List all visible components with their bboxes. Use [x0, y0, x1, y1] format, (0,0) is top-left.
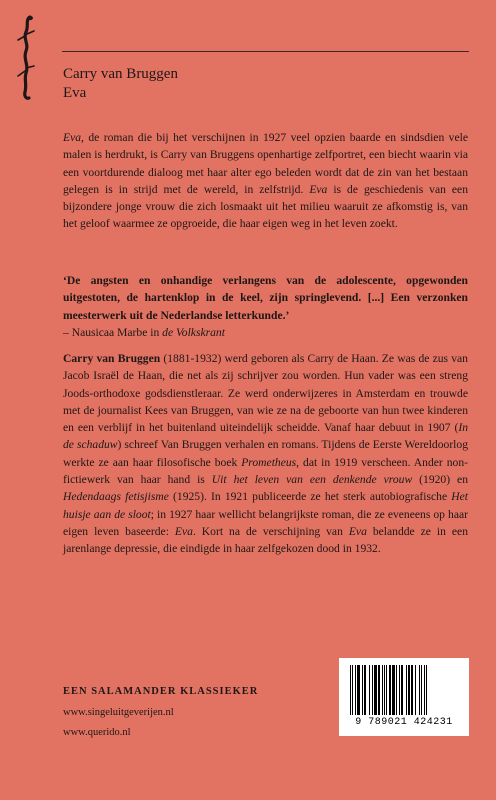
barcode	[339, 658, 469, 736]
blurb-paragraph: Eva, de roman die bij het verschijnen in 1927 veel opzien baarde en sindsdien vele malen is herdrukt, is Carry van Bruggens openhartige zelfportret, een biecht waarin via een voortdurende dialoog met haar alter ego beleden wordt dat de zin van het bestaan gelegen is in strijd met de wereld, in zelfstrijd. Eva is de geschiedenis van een bijzondere jonge vrouw die zich losmaakt uit het milieu waaruit ze afkomstig is, van het geloof waarmee ze opgroeide, die haar eigen weg in het leven zoekt.	[63, 131, 468, 231]
barcode-bars	[350, 665, 460, 715]
header-rule	[62, 51, 469, 52]
author-name: Carry van Bruggen	[63, 66, 178, 82]
barcode-stripe	[426, 665, 427, 715]
isbn-number: 9 789021 424231	[355, 717, 453, 728]
publisher-url: www.singeluitgeverijen.nl	[63, 707, 174, 718]
quote-attribution: – Nausicaa Marbe in de Volkskrant	[63, 325, 225, 339]
salamander-icon	[14, 14, 40, 100]
review-quote: ‘De angsten en onhandige verlangens van de adolescente, opgewonden uitgestoten, de hartenklop in de keel, zijn springlevend. [...] Een verzonken meesterwerk uit de Nederlandse letterkunde.’ – Nausicaa Marbe in de Volkskrant	[63, 274, 468, 339]
publisher-url: www.querido.nl	[63, 727, 131, 738]
series-label: EEN SALAMANDER KLASSIEKER	[63, 686, 259, 697]
book-title: Eva	[63, 85, 87, 101]
author-bio: Carry van Bruggen (1881-1932) werd geboren als Carry de Haan. Ze was de zus van Jacob Israël de Haan, die net als zij schrijver zou worden. Hun vader was een streng Joods-orthodoxe godsdienstleraar. Ze werd onderwijzeres in Amsterdam en trouwde met de journalist Kees van Bruggen, van wie ze na de geboorte van hun twee kinderen en een verblijf in het buitenland uiteindelijk scheidde. Vanaf haar debuut in 1907 (In de schaduw) schreef Van Bruggen verhalen en romans. Tijdens de Eerste Wereldoorlog werkte ze aan haar filosofische boek Prometheus, dat in 1919 verscheen. Ander non-fictiewerk van haar hand is Uit het leven van een denkende vrouw (1920) en Hedendaags fetisjisme (1925). In 1921 publiceerde ze het sterk autobiografische Het huisje aan de sloot; in 1927 haar wellicht belangrijkste roman, die ze eveneens op haar eigen leven baseerde: Eva. Kort na de verschijning van Eva belandde ze in een jarenlange depressie, die eindigde in haar zelfgekozen dood in 1932.	[63, 352, 468, 556]
